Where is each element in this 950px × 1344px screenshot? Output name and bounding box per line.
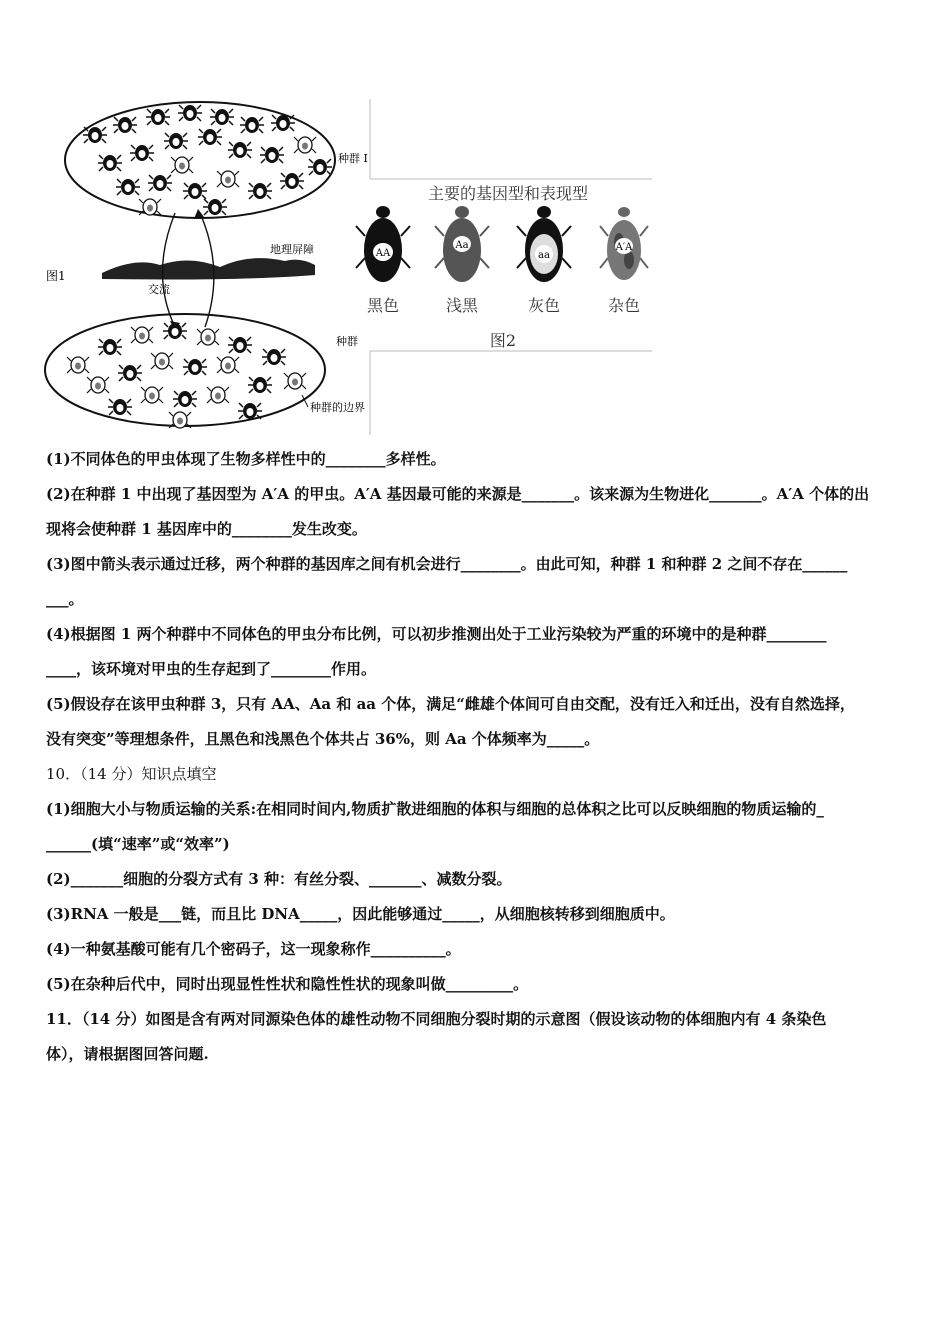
q9-part2-line2: 现将会使种群 1 基因库中的________发生改变。 <box>46 520 367 538</box>
fig2-label: 图2 <box>489 331 517 350</box>
q10-part1-line2: ______(填“速率”或“效率”) <box>46 835 230 853</box>
phenotype-black: 黑色 <box>366 296 400 315</box>
q10-part1-line1: (1)细胞大小与物质运输的关系:在相同时间内,物质扩散进细胞的体积与细胞的总体积之比可以反映细胞的物质运输的_ <box>46 800 824 818</box>
svg-text:AA: AA <box>375 248 391 259</box>
beetle-aa <box>517 206 571 282</box>
q10-part4: (4)一种氨基酸可能有几个密码子，这一现象称作__________。 <box>46 940 461 958</box>
fig1-label: 图1 <box>46 269 66 283</box>
q9-part4-line1: (4)根据图 1 两个种群中不同体色的甲虫分布比例，可以初步推测出处于工业污染较为严重的环境中的是种群________ <box>46 625 827 643</box>
beetle-A-prime-A <box>600 207 648 280</box>
q9-part4-line2: ____，该环境对甲虫的生存起到了________作用。 <box>46 660 377 678</box>
q11-line2: 体），请根据图回答问题. <box>46 1045 209 1063</box>
q9-part1: (1)不同体色的甲虫体现了生物多样性中的________多样性。 <box>46 450 446 468</box>
phenotype-mottled: 杂色 <box>607 296 641 315</box>
q10-part2: (2)_______细胞的分裂方式有 3 种：有丝分裂、_______、减数分裂。 <box>46 870 512 888</box>
flow-label: 交流 <box>148 283 170 296</box>
phenotype-light-black: 浅黑 <box>445 296 479 315</box>
q9-part5-line2: 没有突变”等理想条件，且黑色和浅黑色个体共占 36%，则 Aa 个体频率为_____。 <box>46 730 600 748</box>
q9-part3-line1: (3)图中箭头表示通过迁移，两个种群的基因库之间有机会进行________。由此可知，种群 1 和种群 2 之间不存在______ <box>46 555 848 573</box>
barrier-label: 地理屏障 <box>270 243 314 256</box>
svg-text:Aa: Aa <box>455 240 469 251</box>
population-2-beetles <box>67 323 306 428</box>
svg-text:aa: aa <box>538 250 550 261</box>
boundary-label: 种群的边界 <box>310 401 365 414</box>
q10-heading: 10．（14 分）知识点填空 <box>46 765 217 783</box>
q10-part3: (3)RNA 一般是___链，而且比 DNA_____，因此能够通过_____，从细胞核转移到细胞质中。 <box>46 905 675 923</box>
beetle-Aa <box>435 206 489 282</box>
q11-line1: 11．（14 分）如图是含有两对同源染色体的雄性动物不同细胞分裂时期的示意图（假设该动物的体细胞内有 4 条染色 <box>46 1010 827 1028</box>
population-1-beetles <box>83 105 332 215</box>
phenotype-gray: 灰色 <box>527 296 561 315</box>
q9-part3-line2: ___。 <box>46 590 84 608</box>
beetle-AA <box>356 206 410 282</box>
geographic-barrier <box>102 258 315 279</box>
population-1-label: 种群 I <box>338 152 368 165</box>
figure-beetle-populations <box>40 95 660 440</box>
q9-part5-line1: (5)假设存在该甲虫种群 3，只有 AA、Aa 和 aa 个体，满足“雌雄个体间可自由交配，没有迁入和迁出，没有自然选择， <box>46 695 855 713</box>
svg-text:A′A: A′A <box>615 242 633 253</box>
fig2-title: 主要的基因型和表现型 <box>428 184 589 203</box>
q10-part5: (5)在杂种后代中，同时出现显性性状和隐性性状的现象叫做_________。 <box>46 975 529 993</box>
population-2-label: 种群 <box>336 335 358 348</box>
q9-part2-line1: (2)在种群 1 中出现了基因型为 A′A 的甲虫。A′A 基因最可能的来源是_______。该来源为生物进化_______。A′A 个体的出 <box>46 485 870 503</box>
question-text <box>46 450 916 1063</box>
